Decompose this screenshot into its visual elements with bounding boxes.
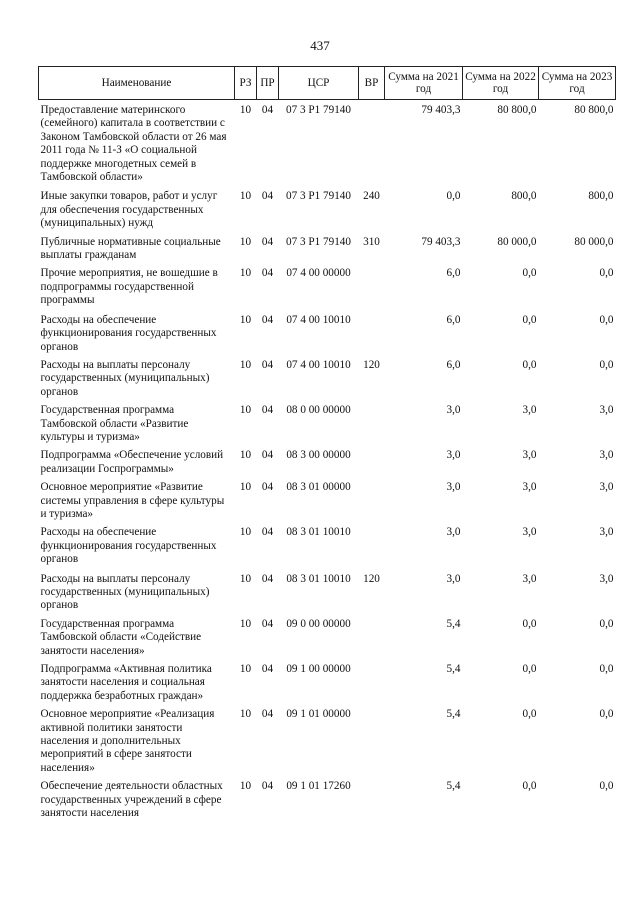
- cell-csr: 08 0 00 00000: [286, 404, 351, 417]
- cell-pr: 04: [261, 404, 274, 417]
- table-row: [39, 308, 616, 354]
- cell-name: Расходы на выплаты персоналу государственных (муниципальных) органов: [40, 358, 210, 398]
- cell-sum-2021: 5,4: [446, 617, 461, 630]
- cell-sum-2021: 3,0: [446, 526, 461, 539]
- cell-vr: [359, 658, 385, 703]
- header-vr: ВР: [359, 67, 385, 100]
- cell-sum-2021: 79 403,3: [421, 104, 461, 116]
- header-row: [39, 67, 616, 100]
- cell-sum-2022: 3,0: [522, 404, 537, 417]
- cell-csr: 09 1 01 17260: [286, 780, 351, 793]
- cell-name: Основное мероприятие «Реализация активной политики занятости населения и дополнительных мероприятий в сфере занятости населения»: [40, 708, 215, 774]
- cell-vr: [359, 262, 385, 307]
- cell-sum-2023: 3,0: [599, 449, 614, 462]
- cell-pr: 04: [261, 235, 274, 248]
- cell-sum-2023: 0,0: [599, 708, 614, 721]
- header-rz: РЗ: [235, 67, 257, 100]
- cell-sum-2021: 5,4: [446, 663, 461, 676]
- cell-rz: 10: [239, 780, 252, 793]
- cell-rz: 10: [239, 663, 252, 676]
- cell-pr: 04: [261, 526, 274, 539]
- cell-pr: 04: [261, 572, 274, 585]
- cell-sum-2022: 0,0: [522, 663, 537, 676]
- cell-vr: [359, 521, 385, 566]
- cell-rz: 10: [239, 526, 252, 539]
- cell-pr: 04: [261, 104, 274, 116]
- cell-sum-2021: 6,0: [446, 358, 461, 371]
- cell-sum-2022: 80 000,0: [497, 235, 537, 248]
- table-row: [39, 100, 616, 185]
- cell-sum-2022: 3,0: [522, 449, 537, 462]
- cell-csr: 09 1 01 00000: [286, 708, 351, 721]
- cell-sum-2021: 79 403,3: [421, 235, 461, 248]
- cell-name: Подпрограмма «Активная политика занятости населения и социальная поддержка безработных граждан»: [40, 663, 212, 702]
- cell-sum-2022: 0,0: [522, 313, 537, 326]
- cell-vr: [359, 775, 385, 820]
- cell-sum-2022: 0,0: [522, 780, 537, 793]
- budget-table: [38, 66, 616, 821]
- cell-name: Предоставление материнского (семейного) капитала в соответствии с Законом Тамбовской области от 26 мая 2011 года № 11-З «О социальной поддержке многодетных семей в Тамбовской области»: [40, 104, 227, 184]
- cell-pr: 04: [261, 481, 274, 494]
- table-row: [39, 775, 616, 820]
- cell-sum-2023: 0,0: [599, 663, 614, 676]
- cell-name: Государственная программа Тамбовской области «Содействие занятости населения»: [40, 617, 202, 657]
- cell-sum-2023: 3,0: [599, 526, 614, 539]
- cell-name: Прочие мероприятия, не вошедшие в подпрограммы государственной программы: [40, 267, 218, 307]
- cell-rz: 10: [239, 481, 252, 494]
- cell-name: Подпрограмма «Обеспечение условий реализации Госпрограммы»: [40, 449, 224, 475]
- page-number: 437: [310, 38, 330, 53]
- cell-rz: 10: [239, 235, 252, 248]
- cell-vr: [359, 399, 385, 444]
- cell-sum-2021: 3,0: [446, 404, 461, 417]
- cell-sum-2021: 6,0: [446, 313, 461, 326]
- cell-sum-2022: 3,0: [522, 572, 537, 585]
- cell-csr: 07 3 Р1 79140: [286, 104, 351, 116]
- cell-sum-2021: 6,0: [446, 267, 461, 280]
- cell-rz: 10: [239, 358, 252, 371]
- cell-csr: 07 4 00 00000: [286, 267, 351, 280]
- cell-pr: 04: [261, 313, 274, 326]
- header-csr: ЦСР: [279, 67, 359, 100]
- cell-rz: 10: [239, 404, 252, 417]
- cell-pr: 04: [261, 358, 274, 371]
- header-sum-2022: Сумма на 2022 год: [463, 67, 539, 100]
- cell-vr: 240: [363, 190, 380, 203]
- cell-vr: [359, 613, 385, 658]
- cell-vr: [359, 308, 385, 354]
- cell-sum-2022: 3,0: [522, 526, 537, 539]
- table-row: [39, 231, 616, 263]
- cell-rz: 10: [239, 572, 252, 585]
- cell-pr: 04: [261, 708, 274, 721]
- cell-sum-2021: 0,0: [446, 190, 461, 203]
- table-row: [39, 521, 616, 566]
- cell-vr: 310: [363, 235, 380, 248]
- cell-csr: 08 3 00 00000: [286, 449, 351, 462]
- table-row: [39, 613, 616, 658]
- cell-csr: 08 3 01 10010: [286, 572, 351, 585]
- table-row: [39, 399, 616, 444]
- cell-csr: 08 3 01 00000: [286, 481, 351, 494]
- cell-sum-2022: 0,0: [522, 617, 537, 630]
- cell-sum-2022: 800,0: [511, 190, 537, 203]
- header-sum-2023: Сумма на 2023 год: [539, 67, 616, 100]
- cell-vr: [359, 703, 385, 775]
- cell-vr: [359, 100, 385, 185]
- table-row: [39, 184, 616, 230]
- cell-sum-2021: 5,4: [446, 780, 461, 793]
- cell-vr: 120: [363, 572, 380, 585]
- table-row: [39, 354, 616, 399]
- cell-vr: [359, 444, 385, 476]
- table-row: [39, 476, 616, 521]
- table-row: [39, 658, 616, 703]
- cell-sum-2023: 80 000,0: [574, 235, 614, 248]
- cell-sum-2023: 800,0: [588, 190, 614, 203]
- cell-rz: 10: [239, 617, 252, 630]
- cell-pr: 04: [261, 190, 274, 203]
- cell-pr: 04: [261, 267, 274, 280]
- table-row: [39, 567, 616, 613]
- cell-name: Расходы на выплаты персоналу государственных (муниципальных) органов: [40, 572, 210, 612]
- table-header: [39, 67, 616, 100]
- cell-sum-2023: 3,0: [599, 572, 614, 585]
- cell-sum-2023: 0,0: [599, 617, 614, 630]
- cell-sum-2023: 0,0: [599, 780, 614, 793]
- cell-rz: 10: [239, 190, 252, 203]
- cell-sum-2022: 80 800,0: [497, 104, 537, 116]
- cell-name: Расходы на обеспечение функционирования государственных органов: [40, 526, 217, 566]
- cell-sum-2022: 0,0: [522, 267, 537, 280]
- cell-vr: 120: [363, 358, 380, 371]
- cell-csr: 07 3 Р1 79140: [286, 190, 351, 203]
- cell-sum-2023: 3,0: [599, 481, 614, 494]
- header-name: Наименование: [39, 67, 235, 100]
- cell-sum-2021: 3,0: [446, 572, 461, 585]
- header-sum-2021: Сумма на 2021 год: [385, 67, 463, 100]
- cell-csr: 07 3 Р1 79140: [286, 235, 351, 248]
- cell-name: Иные закупки товаров, работ и услуг для обеспечения государственных (муниципальных) нужд: [40, 190, 218, 230]
- cell-rz: 10: [239, 104, 252, 116]
- header-pr: ПР: [257, 67, 279, 100]
- cell-sum-2023: 0,0: [599, 267, 614, 280]
- cell-rz: 10: [239, 708, 252, 721]
- cell-pr: 04: [261, 449, 274, 462]
- cell-sum-2023: 80 800,0: [574, 104, 614, 116]
- cell-name: Расходы на обеспечение функционирования государственных органов: [40, 313, 217, 353]
- cell-rz: 10: [239, 313, 252, 326]
- cell-sum-2021: 5,4: [446, 708, 461, 721]
- table-row: [39, 444, 616, 476]
- cell-sum-2021: 3,0: [446, 449, 461, 462]
- cell-csr: 09 0 00 00000: [286, 617, 351, 630]
- cell-sum-2021: 3,0: [446, 481, 461, 494]
- cell-name: Обеспечение деятельности областных государственных учреждений в сфере занятости населения: [40, 780, 223, 820]
- cell-vr: [359, 476, 385, 521]
- cell-sum-2022: 3,0: [522, 481, 537, 494]
- cell-name: Публичные нормативные социальные выплаты гражданам: [40, 235, 221, 262]
- cell-csr: 09 1 00 00000: [286, 663, 351, 676]
- cell-name: Государственная программа Тамбовской области «Развитие культуры и туризма»: [40, 404, 189, 443]
- cell-sum-2023: 0,0: [599, 313, 614, 326]
- cell-pr: 04: [261, 617, 274, 630]
- table-row: [39, 703, 616, 775]
- cell-csr: 07 4 00 10010: [286, 358, 351, 371]
- cell-pr: 04: [261, 780, 274, 793]
- cell-sum-2023: 3,0: [599, 404, 614, 417]
- cell-rz: 10: [239, 267, 252, 280]
- table-row: [39, 262, 616, 307]
- table-body: [39, 100, 616, 821]
- cell-sum-2022: 0,0: [522, 708, 537, 721]
- cell-pr: 04: [261, 663, 274, 676]
- cell-name: Основное мероприятие «Развитие системы управления в сфере культуры и туризма»: [40, 481, 225, 520]
- cell-csr: 07 4 00 10010: [286, 313, 351, 326]
- cell-sum-2022: 0,0: [522, 358, 537, 371]
- cell-sum-2023: 0,0: [599, 358, 614, 371]
- cell-csr: 08 3 01 10010: [286, 526, 351, 539]
- cell-rz: 10: [239, 449, 252, 462]
